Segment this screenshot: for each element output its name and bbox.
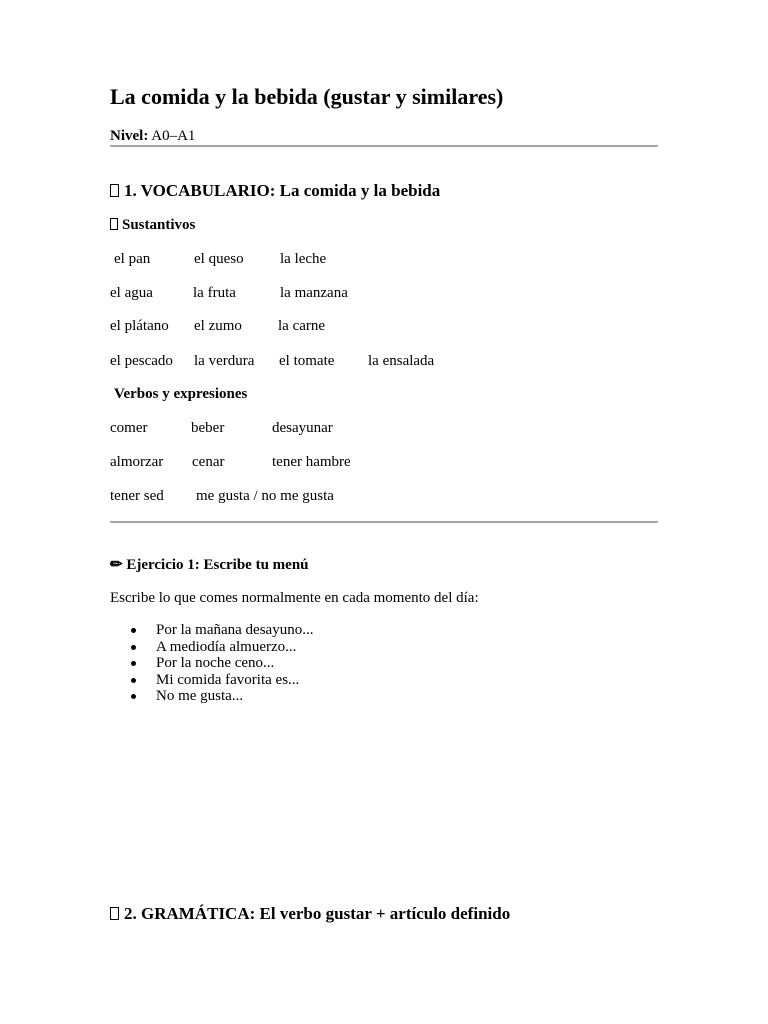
vocab-word: la manzana — [280, 285, 348, 301]
vocab-word: el zumo — [194, 318, 242, 334]
document-title: La comida y la bebida (gustar y similares) — [110, 84, 504, 109]
bullet-icon — [131, 645, 136, 650]
verbs-heading: Verbos y expresiones — [114, 386, 248, 402]
list-item-text: Por la noche ceno... — [156, 655, 275, 672]
list-item — [110, 688, 313, 705]
bullet-icon — [131, 678, 136, 683]
verb-word: almorzar — [110, 454, 164, 470]
exercise-1-instruction: Escribe lo que comes normalmente en cada momento del día: — [110, 590, 479, 606]
vocab-word: la carne — [278, 318, 326, 334]
vocab-word: el agua — [110, 285, 153, 301]
verb-word: beber — [191, 420, 225, 436]
divider — [110, 521, 658, 523]
vocab-word: el plátano — [110, 318, 169, 334]
list-item-text: A mediodía almuerzo... — [156, 638, 297, 655]
verb-word: cenar — [192, 454, 225, 470]
vocab-word: la leche — [280, 251, 327, 267]
level-label: Nivel: — [110, 128, 149, 144]
list-item-text: Por la mañana desayuno... — [156, 622, 314, 638]
divider — [110, 145, 658, 147]
vocab-word: la verdura — [194, 353, 255, 369]
exercise-1-heading — [110, 555, 309, 574]
missing-glyph-icon — [110, 218, 118, 230]
vocab-word: el pescado — [110, 353, 173, 369]
list-item — [110, 622, 313, 639]
missing-glyph-icon — [110, 907, 119, 920]
verb-word: tener sed — [110, 488, 164, 504]
section-2-heading — [110, 904, 510, 924]
vocab-word: la ensalada — [368, 353, 435, 369]
bullet-icon — [131, 628, 136, 633]
vocab-word: el pan — [114, 251, 151, 267]
verb-word: comer — [110, 420, 148, 436]
section-1-heading-text: 1. VOCABULARIO: La comida y la bebida — [124, 181, 441, 200]
verb-word: desayunar — [272, 420, 333, 436]
bullet-icon — [131, 661, 136, 666]
section-2-heading-text: 2. GRAMÁTICA: El verbo gustar + artículo definido — [124, 904, 511, 923]
list-item-text: No me gusta... — [156, 688, 244, 705]
verb-word: me gusta / no me gusta — [196, 488, 334, 504]
missing-glyph-icon — [110, 184, 119, 197]
verb-word: tener hambre — [272, 454, 351, 470]
vocab-word: el queso — [194, 251, 244, 267]
list-item — [110, 672, 313, 689]
nouns-heading — [110, 217, 195, 234]
list-item-text: Mi comida favorita es... — [156, 671, 300, 688]
list-item — [110, 655, 313, 672]
level-line — [110, 128, 195, 145]
level-value: A0–A1 — [148, 128, 196, 144]
nouns-heading-text: Sustantivos — [122, 217, 196, 233]
exercise-1-heading-text: Ejercicio 1: Escribe tu menú — [126, 557, 309, 573]
exercise-1-list — [110, 622, 313, 705]
section-1-heading — [110, 181, 440, 201]
list-item — [110, 639, 313, 656]
pencil-icon: ✏ — [110, 557, 123, 573]
bullet-icon — [131, 694, 136, 699]
vocab-word: el tomate — [279, 353, 335, 369]
vocab-word: la fruta — [193, 285, 236, 301]
